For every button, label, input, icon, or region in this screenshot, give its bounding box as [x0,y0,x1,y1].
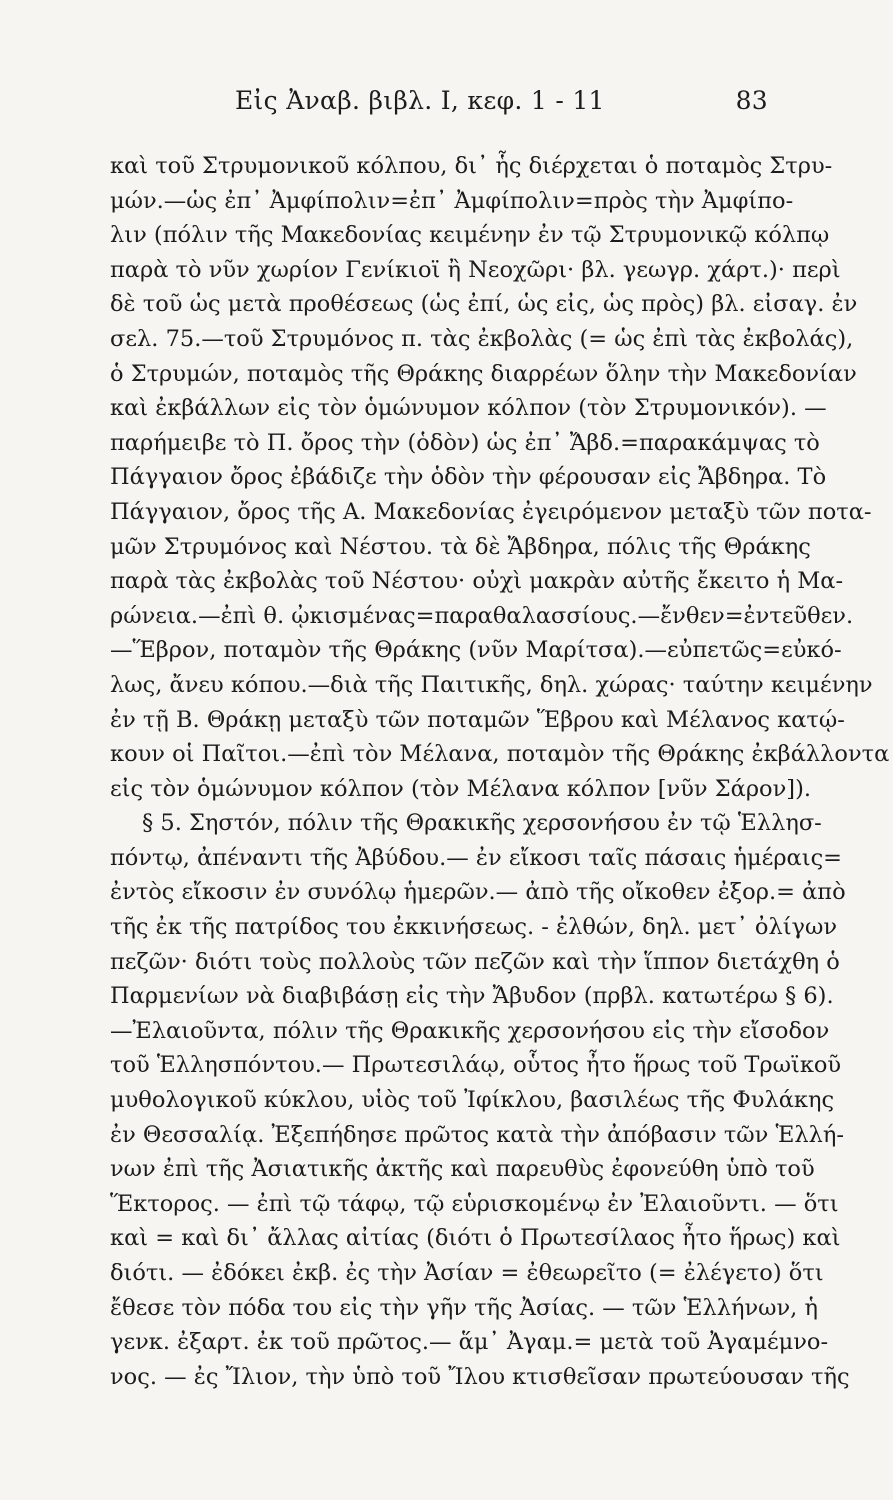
text-line: πεζῶν· διότι τοὺς πολλοὺς τῶν πεζῶν καὶ τὴν ἵππον διετάχθη ὁ [110,948,840,975]
text-line: —Ἐλαιοῦντα, πόλιν τῆς Θρακικῆς χερσονήσου εἰς τὴν εἴσοδον [110,1017,830,1044]
text-line: Ἕκτορος. — ἐπὶ τῷ τάφῳ, τῷ εὑρισκομένῳ ἐν Ἐλαιοῦντι. — ὅτι [110,1190,839,1217]
text-line: —Ἕβρον, ποταμὸν τῆς Θράκης (νῦν Μαρίτσα).—εὐπετῶς=εὐκό- [110,637,842,664]
text-line: μών.—ὡς ἐπ᾽ Ἀμφίπολιν=ἐπ᾽ Ἀμφίπολιν=πρὸς τὴν Ἀμφίπο- [110,187,794,214]
text-line: ἐντὸς εἴκοσιν ἐν συνόλῳ ἡμερῶν.— ἀπὸ τῆς οἴκοθεν ἐξορ.= ἀπὸ [110,879,846,906]
text-line: λως, ἄνευ κόπου.—διὰ τῆς Παιτικῆς, δηλ. χώρας· ταύτην κειμένην [110,671,873,698]
text-line: καὶ ἐκβάλλων εἰς τὸν ὁμώνυμον κόλπον (τὸν Στρυμονικόν). — [110,395,827,422]
text-line: διότι. — ἐδόκει ἐκβ. ἐς τὴν Ἀσίαν = ἐθεωρεῖτο (= ἐλέγετο) ὅτι [110,1260,824,1286]
text-line: δὲ τοῦ ὡς μετὰ προθέσεως (ὡς ἐπί, ὡς εἰς, ὡς πρὸς) βλ. εἰσαγ. ἐν [110,291,858,318]
commentary-text [110,149,890,1394]
text-line: μῶν Στρυμόνος καὶ Νέστου. τὰ δὲ Ἄβδηρα, πόλις τῆς Θράκης [110,533,811,560]
text-line: Παρμενίων νὰ διαβιβάσῃ εἰς τὴν Ἄβυδον (πρβλ. κατωτέρω § 6). [110,983,834,1010]
text-line: ὁ Στρυμών, ποταμὸς τῆς Θράκης διαρρέων ὅλην τὴν Μακεδονίαν [110,360,857,387]
text-line: μυθολογικοῦ κύκλου, υἱὸς τοῦ Ἰφίκλου, βασιλέως τῆς Φυλάκης [110,1087,835,1114]
text-line: Πάγγαιον ὄρος ἐβάδιζε τὴν ὁδὸν τὴν φέρουσαν εἰς Ἄβδηρα. Τὸ [110,464,827,491]
text-line: τοῦ Ἑλλησπόντου.— Πρωτεσιλάῳ, οὗτος ἦτο ἥρως τοῦ Τρωϊκοῦ [110,1052,842,1079]
text-line: λιν (πόλιν τῆς Μακεδονίας κειμένην ἐν τῷ Στρυμονικῷ κόλπῳ [110,222,830,249]
text-line: καὶ τοῦ Στρυμονικοῦ κόλπου, δι᾽ ἧς διέρχεται ὁ ποταμὸς Στρυ- [110,153,833,179]
paragraph-start-line: § 5. Σηστόν, πόλιν τῆς Θρακικῆς χερσονήσου ἐν τῷ Ἑλλησ- [142,810,822,837]
text-line: καὶ = καὶ δι᾽ ἄλλας αἰτίας (διότι ὁ Πρωτεσίλαος ἦτο ἥρως) καὶ [110,1225,841,1252]
text-line: ἔθεσε τὸν πόδα του εἰς τὴν γῆν τῆς Ἀσίας. — τῶν Ἑλλήνων, ἡ [110,1294,818,1321]
text-line: εἰς τὸν ὁμώνυμον κόλπον (τὸν Μέλανα κόλπον [νῦν Σάρον]). [110,775,811,802]
page-number: 83 [735,86,768,115]
text-line: παρὰ τὸ νῦν χωρίον Γενίκιοϊ ἢ Νεοχῶρι· βλ. γεωγρ. χάρτ.)· περὶ [110,256,841,283]
text-line: γενκ. ἐξαρτ. ἐκ τοῦ πρῶτος.— ἅμ᾽ Ἀγαμ.= μετὰ τοῦ Ἀγαμέμνο- [110,1329,829,1356]
text-line: νος. — ἐς Ἴλιον, τὴν ὑπὸ τοῦ Ἴλου κτισθεῖσαν πρωτεύουσαν τῆς [110,1363,850,1390]
text-line: τῆς ἐκ τῆς πατρίδος του ἐκκινήσεως. - ἐλθών, δηλ. μετ᾽ ὀλίγων [110,914,838,941]
page-header [110,86,768,122]
text-line: σελ. 75.—τοῦ Στρυμόνος π. τὰς ἐκβολὰς (= ὡς ἐπὶ τὰς ἐκβολάς), [110,325,854,352]
text-line: ρώνεια.—ἐπὶ θ. ᾠκισμένας=παραθαλασσίους.—ἔνθεν=ἐντεῦθεν. [110,602,854,629]
text-line: ἐν τῇ Β. Θράκῃ μεταξὺ τῶν ποταμῶν Ἕβρου καὶ Μέλανος κατῴ- [110,706,845,733]
text-line: παρήμειβε τὸ Π. ὄρος τὴν (ὁδὸν) ὡς ἐπ᾽ Ἄβδ.=παρακάμψας τὸ [110,429,820,456]
text-line: ἐν Θεσσαλίᾳ. Ἐξεπήδησε πρῶτος κατὰ τὴν ἀπόβασιν τῶν Ἑλλή- [110,1121,845,1148]
running-title: Εἰς Ἀναβ. βιβλ. Ι, κεφ. 1 - 11 [235,86,605,115]
text-line: παρὰ τὰς ἐκβολὰς τοῦ Νέστου· οὐχὶ μακρὰν αὐτῆς ἔκειτο ἡ Μα- [110,568,844,595]
text-line: νων ἐπὶ τῆς Ἀσιατικῆς ἀκτῆς καὶ παρευθὺς ἐφονεύθη ὑπὸ τοῦ [110,1156,815,1183]
text-line: Πάγγαιον, ὄρος τῆς Α. Μακεδονίας ἐγειρόμενον μεταξὺ τῶν ποτα- [110,498,872,525]
text-line: πόντῳ, ἀπέναντι τῆς Ἀβύδου.— ἐν εἴκοσι ταῖς πάσαις ἡμέραις= [110,844,843,871]
text-line: κουν οἱ Παῖτοι.—ἐπὶ τὸν Μέλανα, ποταμὸν τῆς Θράκης ἐκβάλλοντα [110,741,890,768]
